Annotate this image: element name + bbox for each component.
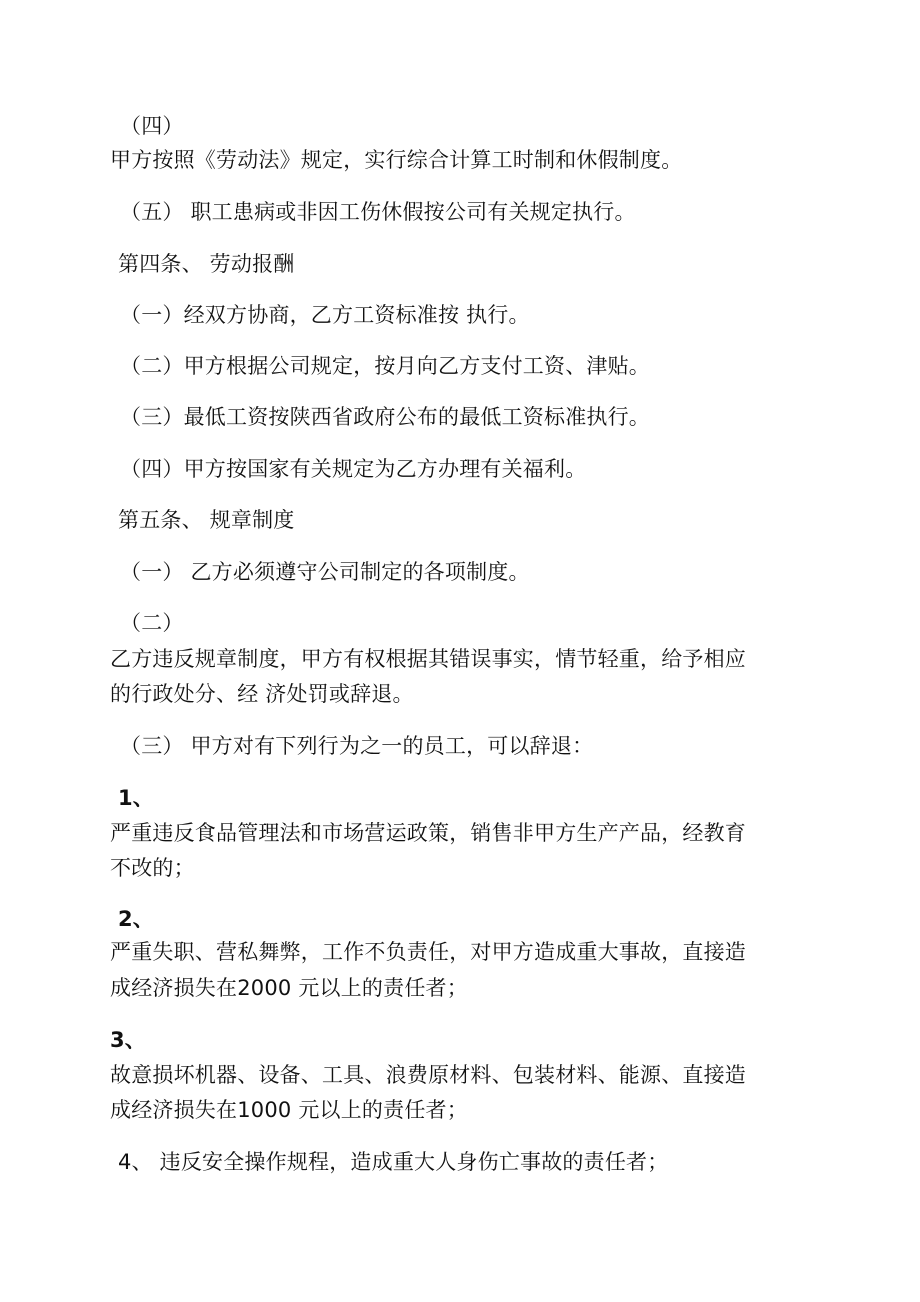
article-5-title: 第五条、 规章制度	[118, 508, 295, 532]
article-4-title: 第四条、 劳动报酬	[118, 252, 295, 276]
article-5-item-2-heading: （二）	[120, 611, 184, 635]
clause-4-heading: （四）	[120, 114, 184, 138]
dismissal-item-2-number: 2、	[118, 907, 155, 931]
clause-4-text: 甲方按照《劳动法》规定，实行综合计算工时制和休假制度。	[110, 148, 683, 172]
dismissal-item-2-text-1: 严重失职、营私舞弊，工作不负责任，对甲方造成重大事故，直接造	[110, 940, 746, 964]
article-4-item-3: （三）最低工资按陕西省政府公布的最低工资标准执行。	[120, 405, 650, 429]
article-4-item-4: （四）甲方按国家有关规定为乙方办理有关福利。	[120, 457, 587, 481]
article-4-item-2: （二）甲方根据公司规定，按月向乙方支付工资、津贴。	[120, 354, 650, 378]
dismissal-item-3-number: 3、	[110, 1028, 147, 1052]
article-5-item-3: （三） 甲方对有下列行为之一的员工，可以辞退：	[120, 734, 594, 758]
clause-5-text: （五） 职工患病或非因工伤休假按公司有关规定执行。	[120, 200, 636, 224]
article-5-item-2-text-2: 的行政处分、经 济处罚或辞退。	[110, 682, 414, 706]
article-5-item-1: （一） 乙方必须遵守公司制定的各项制度。	[120, 560, 530, 584]
dismissal-item-2-text-2: 成经济损失在2000 元以上的责任者；	[110, 976, 468, 1000]
article-5-item-2-text-1: 乙方违反规章制度，甲方有权根据其错误事实，情节轻重，给予相应	[110, 647, 746, 671]
dismissal-item-3-text-2: 成经济损失在1000 元以上的责任者；	[110, 1098, 468, 1122]
dismissal-item-1-text-2: 不改的；	[110, 856, 195, 880]
dismissal-item-1-number: 1、	[118, 786, 155, 810]
dismissal-item-4: 4、 违反安全操作规程，造成重大人身伤亡事故的责任者；	[118, 1150, 669, 1174]
dismissal-item-3-text-1: 故意损坏机器、设备、工具、浪费原材料、包装材料、能源、直接造	[110, 1063, 746, 1087]
dismissal-item-1-text-1: 严重违反食品管理法和市场营运政策，销售非甲方生产产品，经教育	[110, 821, 746, 845]
article-4-item-1: （一）经双方协商，乙方工资标准按 执行。	[120, 303, 530, 327]
